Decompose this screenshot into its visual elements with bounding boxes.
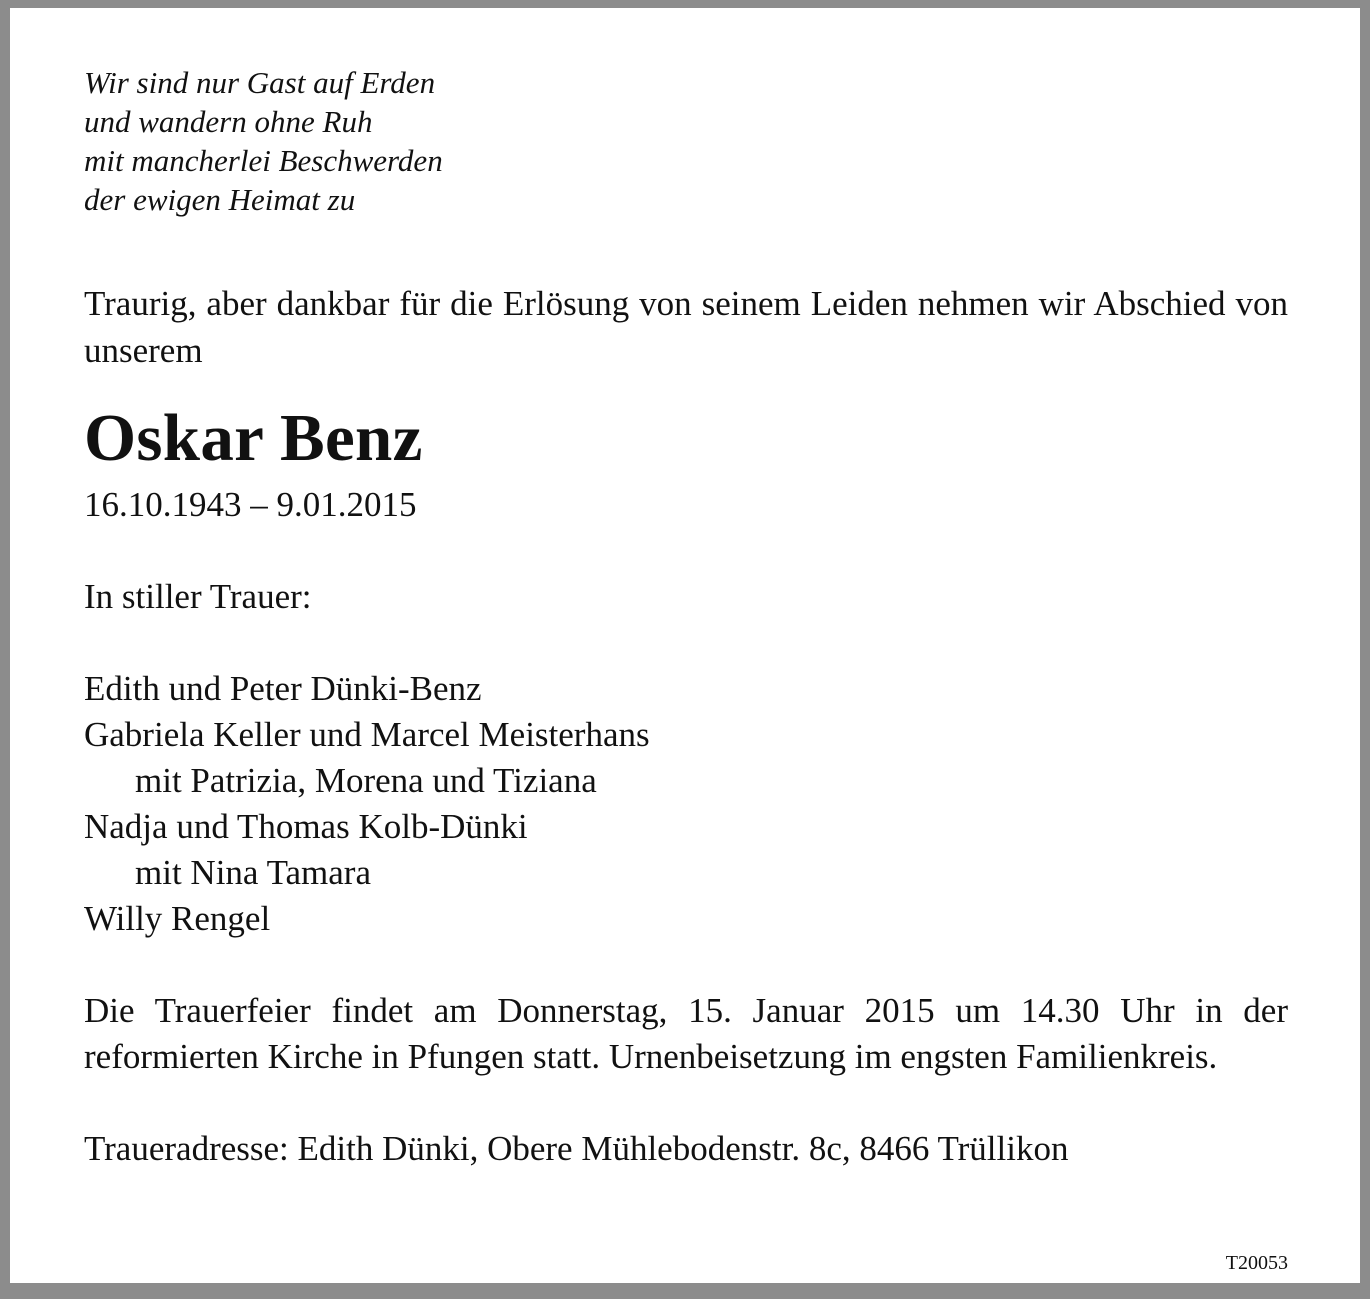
- reference-code: T20053: [1225, 1252, 1288, 1274]
- mourner-subline: mit Nina Tamara: [135, 853, 371, 892]
- poem-line: und wandern ohne Ruh: [84, 104, 373, 139]
- mourner-line: Nadja und Thomas Kolb-Dünki: [84, 807, 528, 846]
- mourner-line: Gabriela Keller und Marcel Meisterhans: [84, 715, 650, 754]
- poem-line: mit mancherlei Beschwerden: [84, 143, 443, 178]
- mourner-line: Willy Rengel: [84, 899, 271, 938]
- poem-verse: [84, 63, 1288, 219]
- ceremony-info: Die Trauerfeier findet am Donnerstag, 15. Januar 2015 um 14.30 Uhr in der reformierten Kirche in Pfungen statt. Urnenbeisetzung im engsten Familienkreis.: [84, 991, 1288, 1076]
- intro-text: Traurig, aber dankbar für die Erlösung von seinem Leiden nehmen wir Abschied von unserem: [84, 284, 1288, 370]
- mourners-heading: In stiller Trauer:: [84, 577, 312, 616]
- poem-line: Wir sind nur Gast auf Erden: [84, 65, 436, 100]
- deceased-name: Oskar Benz: [84, 401, 423, 475]
- mourner-subline: mit Patrizia, Morena und Tiziana: [135, 761, 597, 800]
- obituary-notice: [84, 63, 1288, 1172]
- mourning-address: Traueradresse: Edith Dünki, Obere Mühlebodenstr. 8c, 8466 Trüllikon: [84, 1129, 1069, 1168]
- life-dates: 16.10.1943 – 9.01.2015: [84, 485, 417, 524]
- poem-line: der ewigen Heimat zu: [84, 182, 356, 217]
- mourners-list: [84, 666, 1288, 942]
- mourner-line: Edith und Peter Dünki-Benz: [84, 669, 482, 708]
